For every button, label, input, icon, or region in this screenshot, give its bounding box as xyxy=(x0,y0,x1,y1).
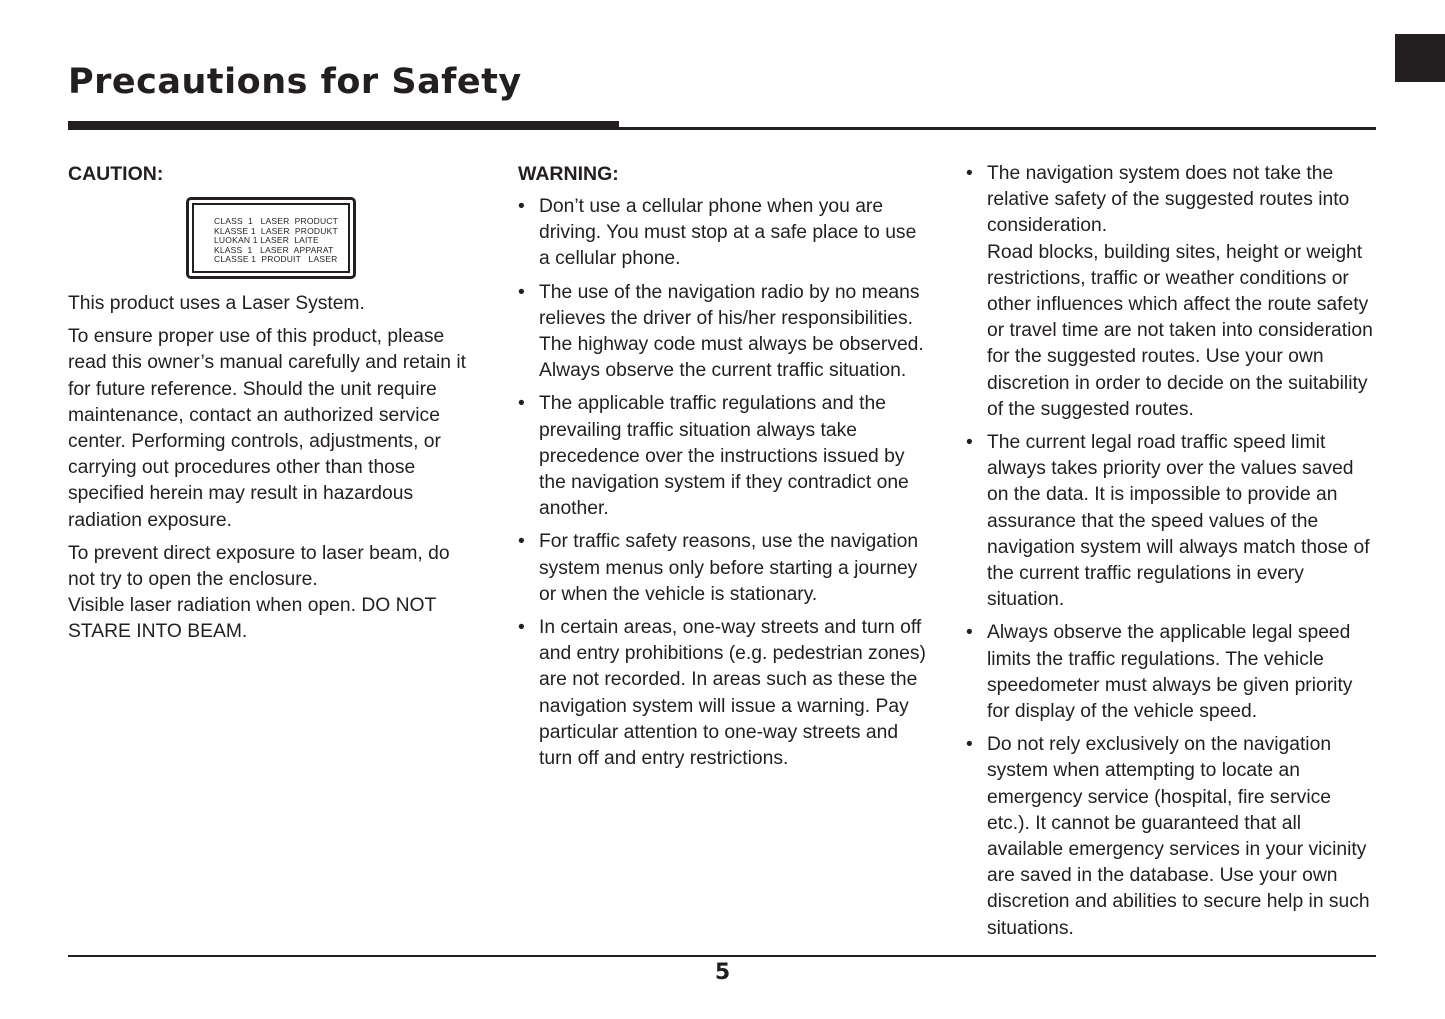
navigation-warning-list xyxy=(966,161,1378,942)
laser-label-line: LUOKAN 1 LASER LAITE xyxy=(214,235,319,246)
caution-paragraph: Visible laser radiation when open. DO NOT STARE INTO BEAM. xyxy=(68,595,436,643)
laser-label-inner xyxy=(192,203,350,273)
caution-column xyxy=(68,160,468,653)
navigation-warning-text: The current legal road traffic speed limit always takes priority over the values saved on the data. It is impossible to provide an assurance that the speed values of the navigation system will always match those of the current traffic regulations in every situation. xyxy=(987,432,1370,611)
bullet-icon: • xyxy=(518,196,525,217)
caution-paragraph: This product uses a Laser System. xyxy=(68,293,365,314)
page-title: Precautions for Safety xyxy=(68,62,522,102)
navigation-warning-text: The navigation system does not take the relative safety of the suggested routes into consideration. xyxy=(987,163,1350,237)
bullet-icon: • xyxy=(966,734,973,756)
page-number: 5 xyxy=(714,960,731,985)
section-tab-marker xyxy=(1395,34,1445,82)
footer-rule xyxy=(68,955,1376,957)
bullet-icon: • xyxy=(518,393,525,415)
title-rule-thick xyxy=(68,121,619,130)
navigation-warning-item xyxy=(966,161,1378,423)
bullet-icon: • xyxy=(518,617,525,639)
warning-item xyxy=(518,194,930,273)
warning-item-text: In certain areas, one-way streets and turn off and entry prohibitions (e.g. pedestrian zones) are not recorded. In areas such as these the navigation system will issue a warning. Pay particular attention to one-way streets and turn off and entry restrictions. xyxy=(539,617,926,770)
warning-item xyxy=(518,280,930,385)
bullet-icon: • xyxy=(518,281,525,303)
bullet-icon: • xyxy=(966,622,973,644)
warning-heading: WARNING: xyxy=(518,163,619,185)
bullet-icon: • xyxy=(966,432,973,454)
title-rule-thin xyxy=(619,127,1376,130)
navigation-warning-text: Do not rely exclusively on the navigation system when attempting to locate an emergency service (hospital, fire service etc.). It cannot be guaranteed that all available emergency services in your vicinity are saved in the database. Use your own discretion and abilities to secure help in such situations. xyxy=(987,734,1370,939)
warning-column xyxy=(518,160,930,779)
warning-item-text: Don’t use a cellular phone when you are driving. You must stop at a safe place to use a cellular phone. xyxy=(539,196,917,270)
laser-label-line: KLASSE 1 LASER PRODUKT xyxy=(214,225,338,236)
warning-item xyxy=(518,615,930,772)
caution-paragraph: To ensure proper use of this product, please read this owner’s manual carefully and retain it for future reference. Should the unit require maintenance, contact an authorized service center. Performing controls, adjustments, or carrying out procedures other than those specified herein may result in hazardous radiation exposure. xyxy=(68,326,466,531)
warning-item-text: For traffic safety reasons, use the navigation system menus only before starting a journey or when the vehicle is stationary. xyxy=(539,531,919,605)
bullet-icon: • xyxy=(518,531,525,553)
navigation-warning-text: Road blocks, building sites, height or weight restrictions, traffic or weather conditions or other influences which affect the route safety or travel time are not taken into consideration for the suggested routes. Use your own discretion in order to decide on the suitability of the suggested routes. xyxy=(987,241,1373,420)
warning-item xyxy=(518,391,930,522)
navigation-warning-item xyxy=(966,620,1378,725)
warning-item-text: The applicable traffic regulations and the prevailing traffic situation always take precedence over the instructions issued by the navigation system if they contradict one another. xyxy=(539,393,909,520)
navigation-warning-text: Always observe the applicable legal speed limits the traffic regulations. The vehicle speedometer must always be given priority for display of the vehicle speed. xyxy=(987,622,1353,723)
warning-item-text: The use of the navigation radio by no means relieves the driver of his/her responsibilities. The highway code must always be observed. Always observe the current traffic situation. xyxy=(539,281,924,382)
laser-label-line: CLASS 1 LASER PRODUCT xyxy=(214,216,339,226)
laser-product-label xyxy=(186,197,356,279)
laser-label-line: KLASS 1 LASER APPARAT xyxy=(214,244,334,255)
laser-label-line: CLASSE 1 PRODUIT LASER xyxy=(214,254,338,265)
bullet-icon: • xyxy=(966,163,973,184)
navigation-warning-item xyxy=(966,430,1378,613)
navigation-warning-column xyxy=(966,161,1378,949)
caution-heading: CAUTION: xyxy=(68,163,164,185)
caution-paragraph: To prevent direct exposure to laser beam, do not try to open the enclosure. xyxy=(68,542,450,591)
navigation-warning-item xyxy=(966,732,1378,942)
warning-item xyxy=(518,529,930,608)
warning-list xyxy=(518,194,930,772)
